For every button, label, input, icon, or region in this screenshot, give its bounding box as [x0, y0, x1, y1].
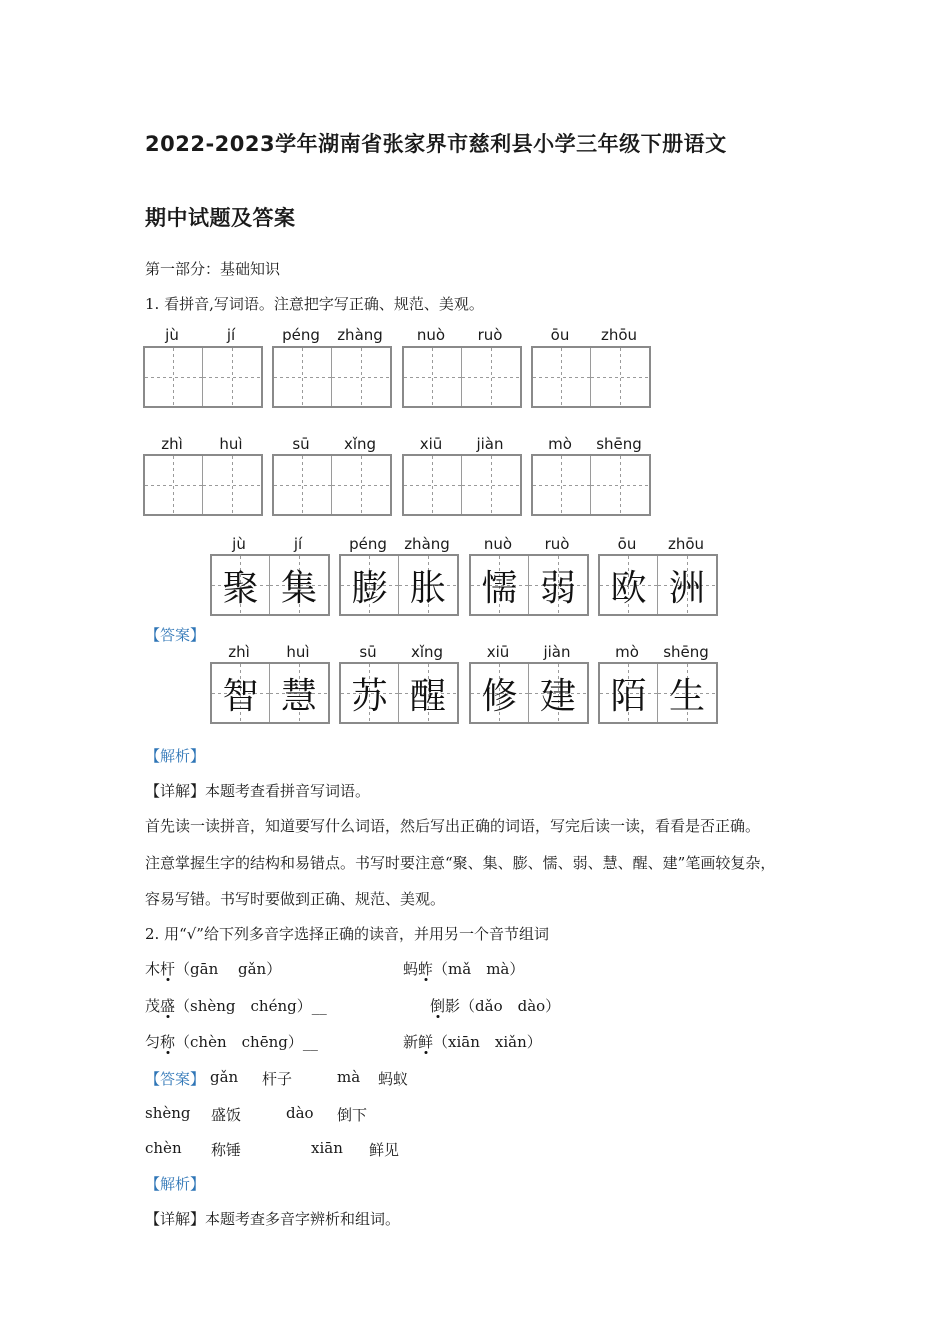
q2-item-6-dot-char: 鲜: [418, 1033, 434, 1051]
answer-pinyin: xiū: [486, 643, 510, 661]
q2-ans-3-py1: chèn: [145, 1139, 182, 1157]
answer-pinyin: ruò: [544, 535, 570, 553]
answer-cell: [658, 664, 716, 722]
writing-cell[interactable]: [462, 456, 520, 514]
answer-pinyin: sū: [359, 643, 377, 661]
q2-item-6-pre: 新: [403, 1033, 419, 1051]
pinyin-label: mò: [548, 435, 572, 453]
answer-character: 懦: [481, 567, 518, 609]
answer-character: 聚: [222, 567, 259, 609]
q2-item-1-dot-char: 杆: [160, 960, 176, 978]
answer-cell: [658, 556, 716, 614]
answer-character: 胀: [409, 567, 446, 609]
answer-grid: [339, 662, 459, 724]
q2-item-1: [145, 958, 281, 979]
pinyin-label: zhōu: [600, 326, 638, 344]
q1-detail: [145, 780, 370, 801]
q2-item-5-options: （chèn chēng）: [175, 1033, 303, 1051]
pinyin-label: shēng: [596, 435, 642, 453]
q2-item-2-options: （mǎ mà）: [433, 960, 525, 978]
answer-pinyin: huì: [286, 643, 310, 661]
answer-cell: [212, 664, 270, 722]
q1-para-2: 注意掌握生字的结构和易错点。书写时要注意“聚、集、膨、懦、弱、慧、醒、建”笔画较复杂，: [145, 854, 776, 872]
q2-ans-1-word1: 杆子: [262, 1070, 293, 1088]
q2-item-3-options: （shèng chéng）: [175, 997, 312, 1015]
answer-grid: [339, 554, 459, 616]
q2-item-4-post: 影: [445, 997, 461, 1015]
pinyin-label: xǐng: [343, 435, 377, 453]
answer-cell: [399, 556, 457, 614]
q1-para-3: 容易写错。书写时要做到正确、规范、美观。: [145, 890, 446, 908]
pinyin-label: nuò: [416, 326, 446, 344]
writing-grid: [402, 346, 522, 408]
q2-detail-text: 本题考查多音字辨析和组词。: [205, 1210, 401, 1228]
answer-pinyin: jù: [232, 535, 246, 553]
answer-pinyin: zhàng: [404, 535, 450, 553]
q2-item-3-pre: 茂: [145, 997, 161, 1015]
answer-cell: [399, 664, 457, 722]
q2-item-2-pre: 蚂: [403, 960, 419, 978]
q2-ans-2-word2: 倒下: [337, 1106, 368, 1124]
answer-pinyin: jiàn: [543, 643, 571, 661]
q2-item-3: [145, 995, 327, 1016]
answer-cell: [471, 556, 529, 614]
q2-item-2-dot-char: 蚱: [418, 960, 434, 978]
answer-pinyin: jí: [293, 535, 303, 553]
answer-pinyin: mò: [615, 643, 639, 661]
answer-character: 欧: [610, 567, 647, 609]
pinyin-label: jù: [165, 326, 179, 344]
q2-item-4-dot-char: 倒: [430, 997, 446, 1015]
answer-character: 醒: [409, 675, 446, 717]
q1-detail-tag: 【详解】: [145, 782, 206, 800]
q2-ans-3-py2: xiān: [311, 1139, 343, 1157]
answer-cell: [341, 556, 399, 614]
writing-cell[interactable]: [404, 348, 462, 406]
q2-item-2: [403, 958, 524, 979]
page-title-line1: 2022-2023学年湖南省张家界市慈利县小学三年级下册语文: [145, 132, 727, 156]
answer-character: 建: [539, 675, 576, 717]
q1-para-1: 首先读一读拼音，知道要写什么词语，然后写出正确的词语，写完后读一读，看看是否正确。: [145, 817, 761, 835]
answer-character: 集: [280, 567, 317, 609]
pinyin-label: jí: [226, 326, 236, 344]
answer-cell: [212, 556, 270, 614]
answer-grid: [598, 554, 718, 616]
q2-item-1-pre: 木: [145, 960, 161, 978]
q2-detail: [145, 1208, 400, 1229]
writing-cell[interactable]: [203, 456, 261, 514]
writing-cell[interactable]: [591, 348, 649, 406]
q2-ans-3-word2: 鲜见: [369, 1141, 400, 1159]
answer-cell: [471, 664, 529, 722]
answer-grid: [210, 554, 330, 616]
q2-analysis-tag: 【解析】: [145, 1175, 206, 1193]
writing-grid: [531, 454, 651, 516]
q2-ans-2-py1: shèng: [145, 1104, 191, 1122]
pinyin-label: zhàng: [337, 326, 383, 344]
pinyin-label: péng: [282, 326, 320, 344]
pinyin-label: huì: [219, 435, 243, 453]
writing-cell[interactable]: [274, 348, 332, 406]
pinyin-label: ōu: [550, 326, 570, 344]
answer-grid: [469, 662, 589, 724]
answer-cell: [600, 664, 658, 722]
q2-item-5-pre: 匀: [145, 1033, 161, 1051]
q2-item-5-dot-char: 称: [160, 1033, 176, 1051]
answer-cell: [270, 664, 328, 722]
answer-character: 陌: [610, 675, 647, 717]
answer-pinyin: zhōu: [667, 535, 705, 553]
writing-cell[interactable]: [533, 348, 591, 406]
answer-pinyin: xǐng: [410, 643, 444, 661]
q2-item-4-options: （dǎo dào）: [460, 997, 561, 1015]
answer-cell: [600, 556, 658, 614]
q2-item-3-dot-char: 盛: [160, 997, 176, 1015]
pinyin-label: sū: [292, 435, 310, 453]
writing-grid: [272, 454, 392, 516]
writing-grid: [402, 454, 522, 516]
answer-character: 苏: [351, 675, 388, 717]
writing-cell[interactable]: [533, 456, 591, 514]
answer-cell: [341, 664, 399, 722]
writing-cell[interactable]: [462, 348, 520, 406]
q2-ans-3-word1: 称锤: [211, 1141, 242, 1159]
answer-character: 修: [481, 675, 518, 717]
answer-pinyin: nuò: [483, 535, 513, 553]
q2-ans-2-word1: 盛饭: [211, 1106, 242, 1124]
writing-cell[interactable]: [203, 348, 261, 406]
writing-cell[interactable]: [274, 456, 332, 514]
pinyin-label: ruò: [477, 326, 503, 344]
writing-cell[interactable]: [332, 348, 390, 406]
q2-ans-1-py1: gǎn: [210, 1068, 239, 1086]
q2-detail-tag: 【详解】: [145, 1210, 206, 1228]
q1-detail-text: 本题考查看拼音写词语。: [205, 782, 371, 800]
answer-character: 洲: [668, 567, 705, 609]
writing-grid: [272, 346, 392, 408]
q2-ans-1-word2: 蚂蚁: [378, 1070, 409, 1088]
writing-cell[interactable]: [145, 456, 203, 514]
writing-grid: [531, 346, 651, 408]
section-heading: 第一部分：基础知识: [145, 260, 281, 278]
q2-ans-2-py2: dào: [286, 1104, 314, 1122]
page-title-line2: 期中试题及答案: [145, 206, 296, 230]
answer-character: 弱: [539, 567, 576, 609]
q1-analysis-tag: 【解析】: [145, 747, 206, 765]
answer-character: 慧: [280, 675, 317, 717]
q2-prompt: 2. 用“√”给下列多音字选择正确的读音，并用另一个音节组词: [145, 925, 549, 943]
writing-grid: [143, 346, 263, 408]
writing-cell[interactable]: [145, 348, 203, 406]
q2-answer-tag: 【答案】: [145, 1070, 206, 1088]
answer-pinyin: ōu: [617, 535, 637, 553]
answer-grid: [598, 662, 718, 724]
q1-answer-tag: 【答案】: [145, 626, 206, 644]
q2-item-1-options: （gān gǎn）: [175, 960, 282, 978]
answer-pinyin: shēng: [663, 643, 709, 661]
pinyin-label: jiàn: [476, 435, 504, 453]
answer-character: 生: [668, 675, 705, 717]
pinyin-label: xiū: [419, 435, 443, 453]
answer-grid: [469, 554, 589, 616]
q1-prompt: 1. 看拼音,写词语。注意把字写正确、规范、美观。: [145, 295, 484, 313]
q2-item-6-options: （xiān xiǎn）: [433, 1033, 542, 1051]
answer-cell: [270, 556, 328, 614]
q2-item-5: [145, 1031, 318, 1052]
writing-grid: [143, 454, 263, 516]
answer-grid: [210, 662, 330, 724]
answer-cell: [529, 556, 587, 614]
q2-item-3-blank[interactable]: __: [311, 997, 327, 1015]
writing-cell[interactable]: [332, 456, 390, 514]
answer-character: 膨: [351, 567, 388, 609]
answer-pinyin: zhì: [228, 643, 250, 661]
answer-pinyin: péng: [349, 535, 387, 553]
q2-item-4: [430, 995, 560, 1016]
writing-cell[interactable]: [404, 456, 462, 514]
pinyin-label: zhì: [161, 435, 183, 453]
writing-cell[interactable]: [591, 456, 649, 514]
q2-ans-1-py2: mà: [337, 1068, 361, 1086]
answer-cell: [529, 664, 587, 722]
answer-character: 智: [222, 675, 259, 717]
q2-item-5-blank[interactable]: __: [302, 1033, 318, 1051]
q2-item-6: [403, 1031, 542, 1052]
